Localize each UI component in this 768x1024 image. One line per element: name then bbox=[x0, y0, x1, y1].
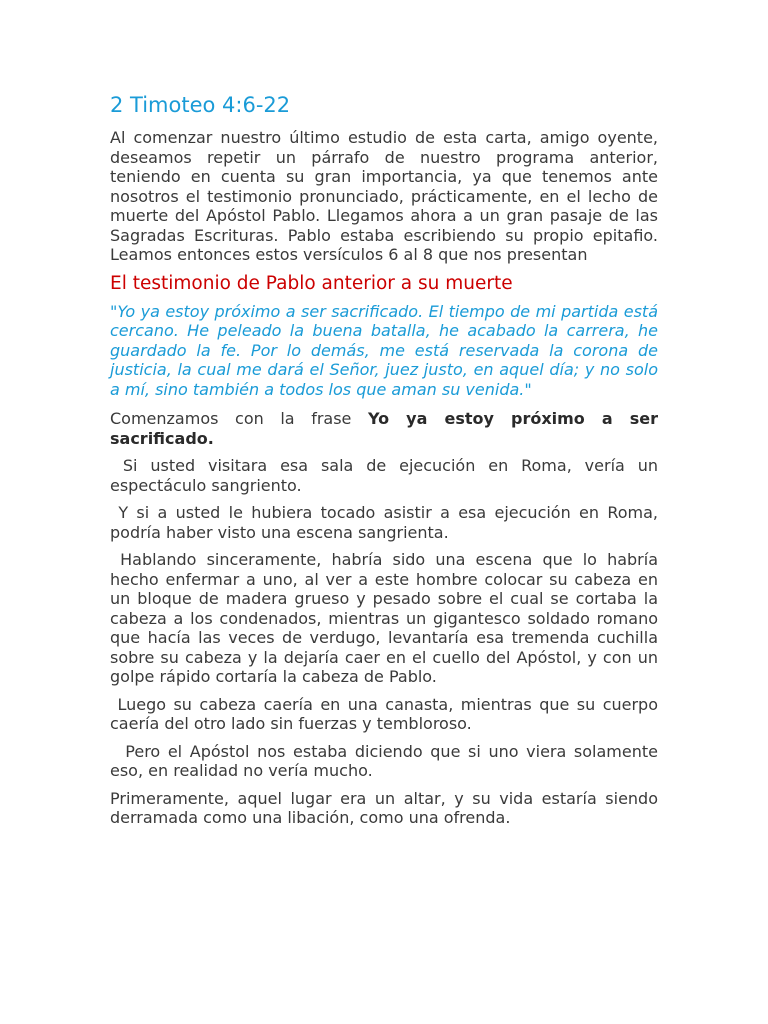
body-paragraph bbox=[110, 695, 658, 734]
body-paragraph-text: Pero el Apóstol nos estaba diciendo que si uno viera solamente eso, en realidad no vería mucho. bbox=[110, 741, 658, 780]
phrase-bold-text: Yo ya estoy próximo a ser sacrificado. bbox=[110, 409, 659, 448]
body-paragraph bbox=[110, 789, 658, 828]
page-title: 2 Timoteo 4:6-22 bbox=[110, 93, 291, 117]
body-paragraph bbox=[110, 456, 658, 495]
body-paragraph-text: Hablando sinceramente, habría sido una escena que lo habría hecho enfermar a uno, al ver a este hombre colocar su cabeza en un bloque de madera grueso y pesado sobre el cual se cortaba la cabeza a los condenados, mientras un gigantesco soldado romano que hacía las veces de verdugo, levantaría esa tremenda cuchilla sobre su cabeza y la dejaría caer en el cuello del Apóstol, y con un golpe rápido cortaría la cabeza de Pablo. bbox=[110, 550, 659, 686]
body-paragraph-text: Si usted visitara esa sala de ejecución en Roma, vería un espectáculo sangriento. bbox=[110, 456, 658, 495]
scripture-quote: "Yo ya estoy próximo a ser sacrificado. El tiempo de mi partida está cercano. He peleado la buena batalla, he acabado la carrera, he guardado la fe. Por lo demás, me está reservada la corona de justicia, la cual me dará el Señor, juez justo, en aquel día; y no solo a mí, sino también a todos los que aman su venida." bbox=[110, 301, 658, 399]
body-paragraph-text: Primeramente, aquel lugar era un altar, y su vida estaría siendo derramada como una libación, como una ofrenda. bbox=[110, 788, 658, 827]
body-paragraph bbox=[110, 550, 658, 687]
phrase-paragraph bbox=[110, 409, 658, 448]
intro-paragraph: Al comenzar nuestro último estudio de esta carta, amigo oyente, deseamos repetir un párrafo de nuestro programa anterior, teniendo en cuenta su gran importancia, ya que tenemos ante nosotros el testimonio pronunciado, prácticamente, en el lecho de muerte del Apóstol Pablo. Llegamos ahora a un gran pasaje de las Sagradas Escrituras. Pablo estaba escribiendo su propio epitafio. Leamos entonces estos versículos 6 al 8 que nos presentan bbox=[110, 128, 658, 264]
phrase-intro-text: Comenzamos con la frase bbox=[110, 409, 368, 428]
section-heading: El testimonio de Pablo anterior a su muerte bbox=[110, 272, 513, 294]
body-paragraph bbox=[110, 503, 658, 542]
body-paragraph bbox=[110, 742, 658, 781]
body-paragraph-text: Luego su cabeza caería en una canasta, mientras que su cuerpo caería del otro lado sin fuerzas y tembloroso. bbox=[110, 694, 658, 733]
body-paragraph-text: Y si a usted le hubiera tocado asistir a esa ejecución en Roma, podría haber visto una escena sangrienta. bbox=[110, 503, 658, 542]
